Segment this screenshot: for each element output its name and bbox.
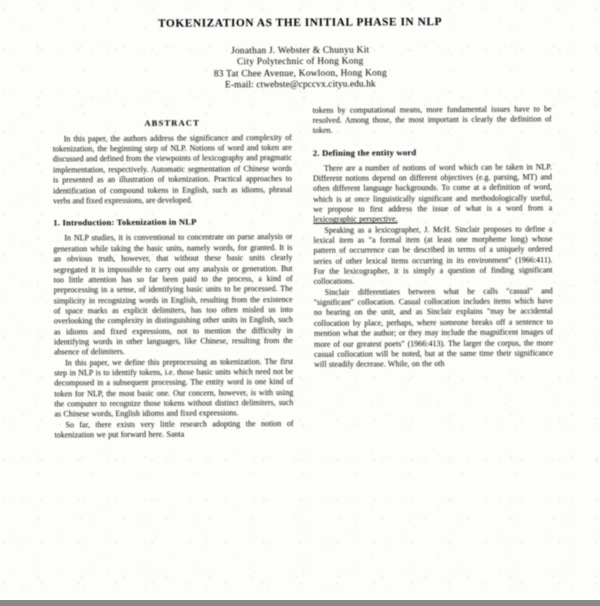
title-block	[52, 14, 548, 93]
paragraph: Speaking as a lexicographer, J. McH. Sinclair proposes to define a lexical item as "a formal item (at least one morpheme long) whose pattern of occurrence can be described in terms of a uniquely ordered series of other lexical items occurring in its environment" (1966:411). For the lexicographer, it is simply a question of finding significant collocations.	[313, 224, 553, 287]
author-block	[52, 44, 548, 93]
right-column	[313, 104, 554, 439]
section-heading-defining-the-entity-word: 2. Defining the entity word	[312, 146, 417, 158]
page-title: TOKENIZATION AS THE INITIAL PHASE IN NLP	[157, 16, 443, 30]
abstract-text: In this paper, the authors address the significance and complexity of tokenization, the beginning step of NLP. Notions of word and token are discussed and defined from the viewpoints of lexicography and pragmatic implementation, respectively. Automatic segmentation of Chinese words is presented as an illustration of tokenization. Practical approaches to identification of compound tokens in English, such as idioms, phrasal verbs and fixed expressions, are developed.	[52, 132, 293, 206]
two-column-body	[52, 104, 554, 441]
paragraph: In this paper, we define this preprocessing as tokenization. The first step in NLP is to identify tokens, i.e. those basic units which need not be decomposed in a subsequent processing. The entity word is one kind of token for NLP, the most basic one. Our concern, however, is with using the computer to recognize those tokens without distinct delimiters, such as Chinese words, English idioms and fixed expressions.	[54, 356, 294, 419]
section-heading-introduction: 1. Introduction: Tokenization in NLP	[53, 217, 197, 228]
author-names: Jonathan J. Webster & Chunyu Kit	[231, 45, 370, 57]
left-column	[53, 106, 294, 441]
abstract-heading: ABSTRACT	[144, 117, 200, 128]
paragraph: In NLP studies, it is conventional to concentrate on parse analysis or generation while taking the basic units, namely words, for granted. It is an obvious truth, however, that without these basic units clearly segregated it is impossible to carry out any analysis or generation. But too little attention has so far been paid to the process, a kind of preprocessing in a sense, of identifying basic units to be processed. The simplicity in recognizing words in English, resulting from the existence of space marks as explicit delimiters, has too often misled us into overlooking the complexity in distinguishing other units in English, such as idioms and fixed expressions, not to mention the difficulty in identifying words in other languages, like Chinese, resulting from the absence of delimiters.	[53, 232, 294, 357]
author-affiliation: City Polytechnic of Hong Kong	[236, 57, 364, 68]
paragraph: So far, there exists very little research adopting the notion of tokenization we put forward here. Santa	[54, 418, 294, 440]
paragraph	[313, 162, 552, 226]
author-address: 83 Tat Chee Avenue, Kowloon, Hong Kong	[213, 68, 387, 80]
paragraph-text: There are a number of notions of word which can be taken in NLP. Different notions depend on different objectives (e.g. parsing, MT) and often different language backgrounds. To come at a definition of word, which is at once linguistically significant and methodologically useful, we propose to first address the issue of what is a word from a	[312, 162, 553, 214]
underlined-phrase: lexicographic perspective.	[313, 214, 398, 225]
scan-content	[52, 14, 552, 605]
paragraph-continued: tokens by computational means, more fundamental issues have to be resolved. Among those, the most important is clearly the definition of token.	[312, 104, 552, 136]
paragraph: Sinclair differentiates between what he calls "casual" and "significant" collocation. Casual collocation includes items which have no bearing on the unit, and as Sinclair explains "may be accidental collocation by place, perhaps, where someone breaks off a sentence to mention what the author; or they may include the magnificent images of more of our greatest poets" (1966:413). The larger the corpus, the more casual collocation will be noted, but at the same time their significance will steadily decrease. While, on the oth	[313, 286, 554, 370]
author-email: E-mail: ctwebste@cpccvx.cityu.edu.hk	[225, 79, 376, 91]
